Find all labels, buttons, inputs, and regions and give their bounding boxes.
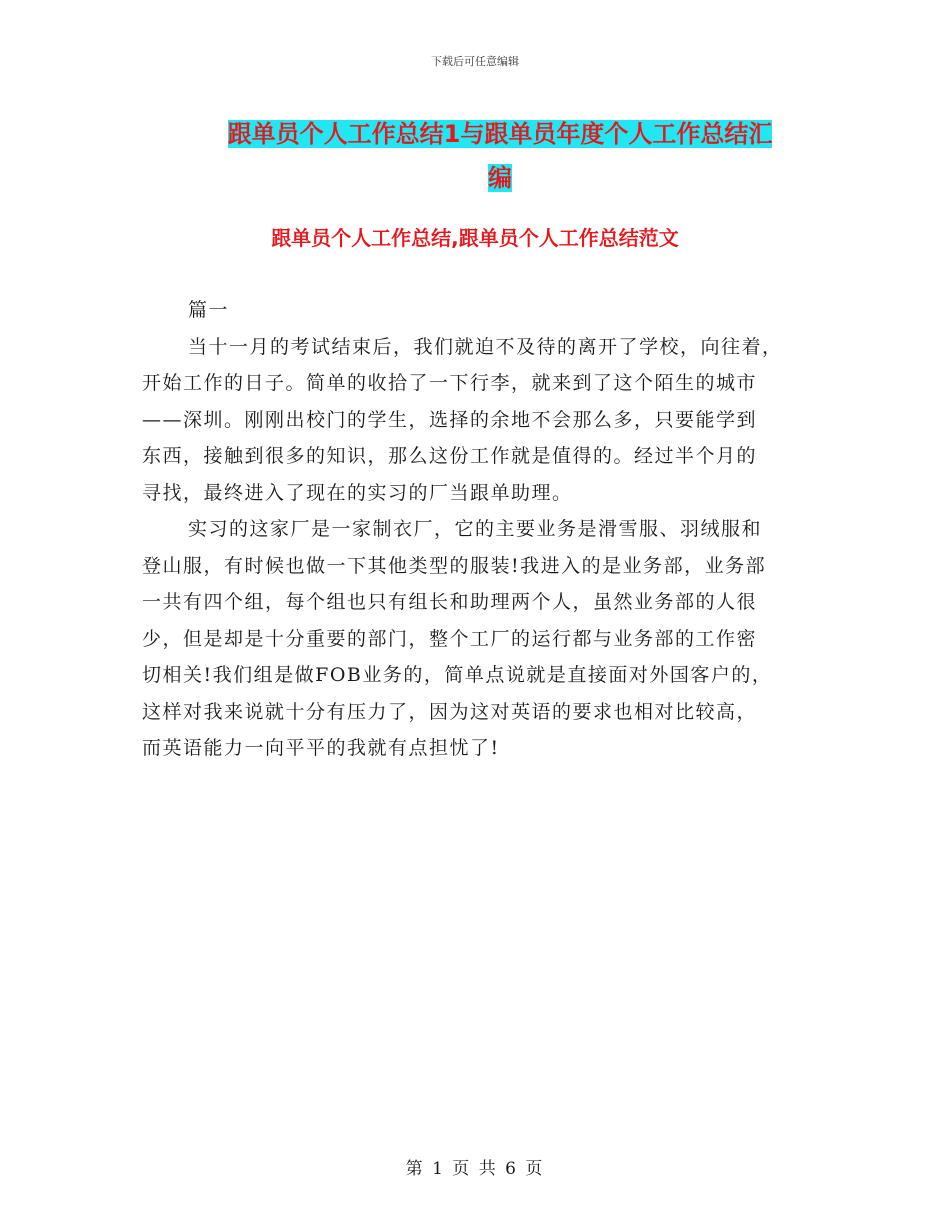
page-number-footer: 第 1 页 共 6 页 xyxy=(405,1159,545,1179)
paragraph-2 xyxy=(142,511,807,767)
document-body xyxy=(142,292,807,767)
header-note: 下载后可任意编辑 xyxy=(431,55,519,68)
title-line-1: 跟单员个人工作总结1与跟单员年度个人工作总结汇 xyxy=(227,120,773,148)
paragraph-line: 实习的这家厂是一家制衣厂，它的主要业务是滑雪服、羽绒服和 xyxy=(188,518,763,540)
paragraph-line: 而英语能力一向平平的我就有点担忧了! xyxy=(142,737,500,759)
section-label xyxy=(142,292,807,329)
paragraph-line: 寻找，最终进入了现在的实习的厂当跟单助理。 xyxy=(142,481,573,504)
paragraph-line: 一共有四个组，每个组也只有组长和助理两个人，虽然业务部的人很 xyxy=(142,591,758,613)
document-title xyxy=(140,112,860,200)
paragraph-1 xyxy=(142,329,807,512)
paragraph-line: 少，但是却是十分重要的部门，整个工厂的运行都与业务部的工作密 xyxy=(142,627,758,650)
paragraph-line: 东西，接触到很多的知识，那么这份工作就是值得的。经过半个月的 xyxy=(142,445,758,467)
title-line-2: 编 xyxy=(488,164,512,192)
paragraph-line: 切相关!我们组是做FOB业务的，简单点说就是直接面对外国客户的， xyxy=(142,664,773,686)
paragraph-line: 当十一月的考试结束后，我们就迫不及待的离开了学校，向往着， xyxy=(188,335,783,358)
paragraph-line: 登山服，有时候也做一下其他类型的服装!我进入的是业务部，业务部 xyxy=(142,554,767,577)
paragraph-line: 开始工作的日子。简单的收拾了一下行李，就来到了这个陌生的城市 xyxy=(142,372,758,394)
paragraph-line: 这样对我来说就十分有压力了，因为这对英语的要求也相对比较高， xyxy=(142,700,758,723)
section-label-text: 篇一 xyxy=(188,299,230,321)
paragraph-line: ——深圳。刚刚出校门的学生，选择的余地不会那么多，只要能学到 xyxy=(142,408,758,431)
document-subtitle: 跟单员个人工作总结,跟单员个人工作总结范文 xyxy=(271,226,679,250)
